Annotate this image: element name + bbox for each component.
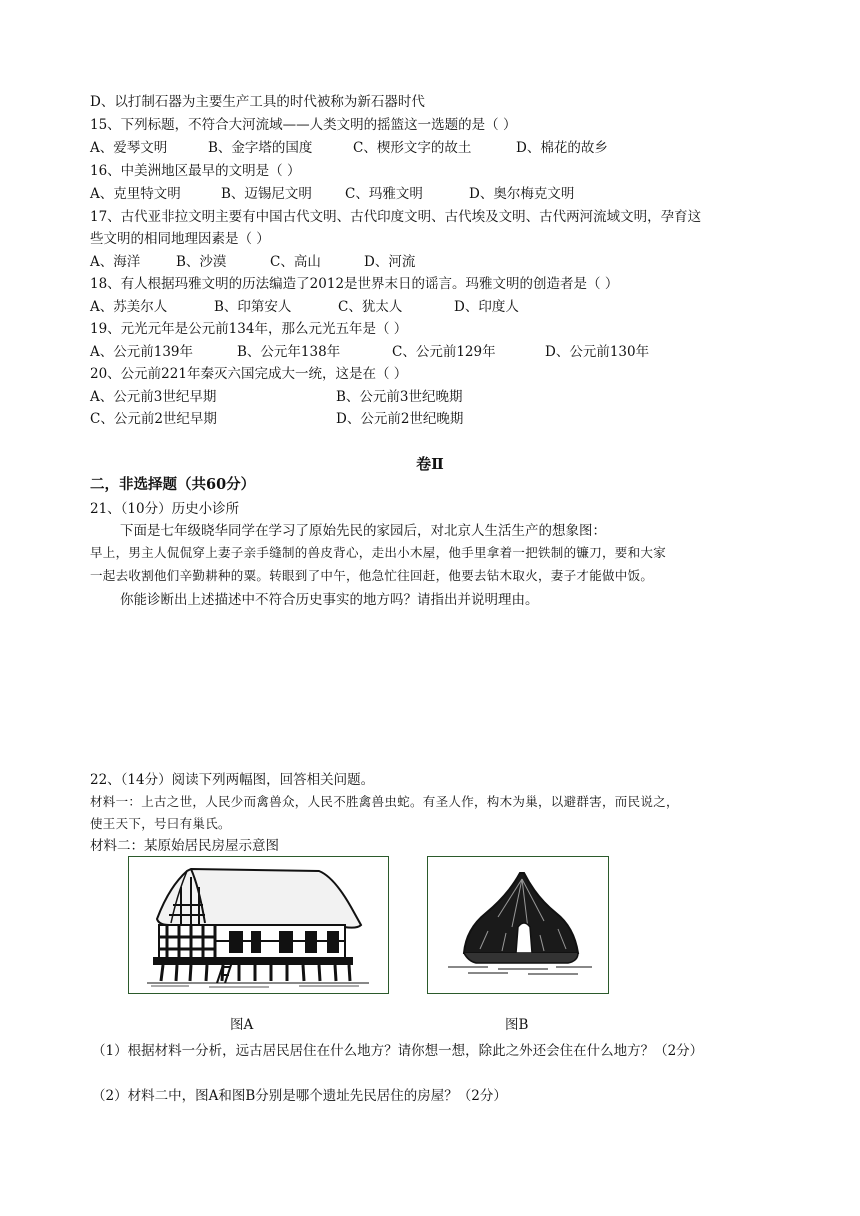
q22-stem: 22、（14分）阅读下列两幅图，回答相关问题。 <box>90 772 375 788</box>
q19-option-d: D、公元前130年 <box>545 344 650 360</box>
q16-options <box>90 184 574 204</box>
q15-option-a: A、爱琴文明 <box>90 140 168 156</box>
q17-stem-line2: 些文明的相同地理因素是（ ） <box>90 231 270 247</box>
q15-stem: 15、下列标题，不符合大河流域——人类文明的摇篮这一选题的是（ ） <box>90 117 517 133</box>
q16-option-d: D、奥尔梅克文明 <box>469 186 575 202</box>
q21-story-line2: 一起去收割他们辛勤耕种的粟。转眼到了中午，他急忙往回赶，他要去钻木取火，妻子才能做中饭。 <box>90 568 654 583</box>
q20-options-row2 <box>90 409 463 429</box>
q17-option-b: B、沙漠 <box>176 254 227 270</box>
q19-option-b: B、公元年138年 <box>237 344 341 360</box>
q22-subquestion-1: （1）根据材料一分析，远古居民居住在什么地方？请你想一想，除此之外还会住在什么地方？（2分） <box>92 1043 704 1059</box>
q21-question: 你能诊断出上述描述中不符合历史事实的地方吗？请指出并说明理由。 <box>120 592 539 608</box>
q19-option-a: A、公元前139年 <box>90 344 194 360</box>
q15-options <box>90 138 608 158</box>
q16-option-c: C、玛雅文明 <box>345 186 423 202</box>
q22-material1-line2: 使王天下，号曰有巢氏。 <box>90 816 231 831</box>
q19-option-c: C、公元前129年 <box>392 344 496 360</box>
q20-option-c: C、公元前2世纪早期 <box>90 411 217 427</box>
q20-stem: 20、公元前221年秦灭六国完成大一统，这是在（ ） <box>90 366 408 382</box>
q20-option-a: A、公元前3世纪早期 <box>90 389 217 405</box>
q18-options <box>90 297 519 317</box>
q16-stem: 16、中美洲地区最早的文明是（ ） <box>90 163 301 179</box>
q18-option-a: A、苏美尔人 <box>90 299 168 315</box>
volume-heading: 卷Ⅱ <box>416 455 444 473</box>
q17-option-c: C、高山 <box>270 254 321 270</box>
q22-subquestion-2: （2）材料二中，图A和图B分别是哪个遗址先民居住的房屋？（2分） <box>92 1088 507 1104</box>
q21-stem: 21、（10分）历史小诊所 <box>90 501 240 517</box>
q18-option-b: B、印第安人 <box>214 299 292 315</box>
section-heading: 二，非选择题（共60分） <box>90 476 256 493</box>
q15-option-c: C、楔形文字的故土 <box>353 140 472 156</box>
q22-material1-line1: 材料一：上古之世，人民少而禽兽众，人民不胜禽兽虫蛇。有圣人作，构木为巢，以避群害，而民说之， <box>90 794 679 809</box>
q14-option-d: D、以打制石器为主要生产工具的时代被称为新石器时代 <box>90 94 425 110</box>
q20-option-b: B、公元前3世纪晚期 <box>336 389 463 405</box>
q19-options <box>90 342 649 362</box>
figure-b-thatched-hut <box>427 856 609 994</box>
q15-option-d: D、棉花的故乡 <box>516 140 608 156</box>
figure-b-caption: 图B <box>505 1017 529 1033</box>
q16-option-a: A、克里特文明 <box>90 186 181 202</box>
q21-story-line1: 早上，男主人侃侃穿上妻子亲手缝制的兽皮背心，走出小木屋，他手里拿着一把铁制的镰刀，要和大家 <box>90 545 667 560</box>
q15-option-b: B、金字塔的国度 <box>208 140 313 156</box>
q20-options-row1 <box>90 387 463 407</box>
q18-stem: 18、有人根据玛雅文明的历法编造了2012是世界末日的谣言。玛雅文明的创造者是（ ） <box>90 276 619 292</box>
figure-a-stilt-house <box>128 856 389 994</box>
q22-material2: 材料二：某原始居民房屋示意图 <box>90 838 279 854</box>
q18-option-c: C、犹太人 <box>338 299 403 315</box>
q19-stem: 19、元光元年是公元前134年，那么元光五年是（ ） <box>90 321 408 337</box>
figure-a-caption: 图A <box>230 1017 254 1033</box>
q21-intro: 下面是七年级晓华同学在学习了原始先民的家园后，对北京人生活生产的想象图： <box>120 523 606 539</box>
q16-option-b: B、迈锡尼文明 <box>221 186 312 202</box>
q18-option-d: D、印度人 <box>454 299 519 315</box>
thatched-hut-illustration <box>428 857 608 993</box>
q20-option-d: D、公元前2世纪晚期 <box>336 411 464 427</box>
q17-options <box>90 252 415 272</box>
q17-option-d: D、河流 <box>364 254 416 270</box>
q17-stem-line1: 17、古代亚非拉文明主要有中国古代文明、古代印度文明、古代埃及文明、古代两河流域文明，孕育这 <box>90 209 702 225</box>
stilt-house-illustration <box>129 857 388 993</box>
q17-option-a: A、海洋 <box>90 254 141 270</box>
